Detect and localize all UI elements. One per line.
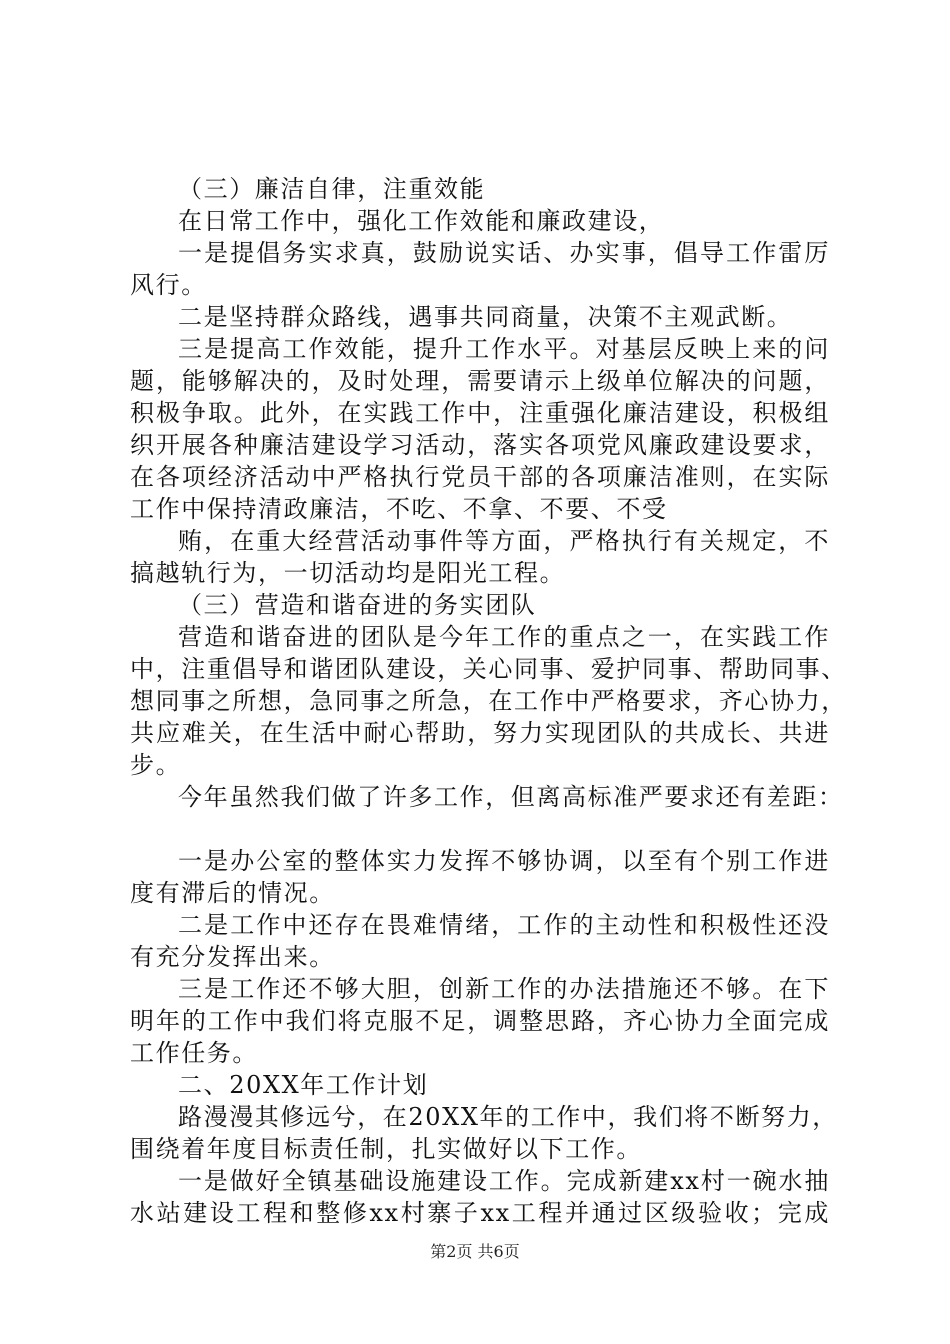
paragraph-line: 中，注重倡导和谐团队建设，关心同事、爱护同事、帮助同事、 xyxy=(130,655,847,683)
section-heading: 二、20XX年工作计划 xyxy=(178,1071,429,1099)
paragraph-line: 一是做好全镇基础设施建设工作。完成新建xx村一碗水抽 xyxy=(178,1167,830,1195)
paragraph-line: 二是工作中还存在畏难情绪，工作的主动性和积极性还没 xyxy=(178,911,830,939)
paragraph-line: 风行。 xyxy=(130,271,207,299)
paragraph-line: 贿，在重大经营活动事件等方面，严格执行有关规定，不 xyxy=(178,527,830,555)
paragraph-line: 工作任务。 xyxy=(130,1039,258,1067)
paragraph-line: 一是办公室的整体实力发挥不够协调，以至有个别工作进 xyxy=(178,847,830,875)
paragraph-line: 营造和谐奋进的团队是今年工作的重点之一，在实践工作 xyxy=(178,623,830,651)
paragraph-line: 路漫漫其修远兮，在20XX年的工作中，我们将不断努力， xyxy=(178,1103,838,1131)
paragraph-line: 工作中保持清政廉洁，不吃、不拿、不要、不受 xyxy=(130,495,668,523)
paragraph-line: 度有滞后的情况。 xyxy=(130,879,335,907)
page-number: 第2页 共6页 xyxy=(430,1242,520,1261)
paragraph-line: 三是提高工作效能，提升工作水平。对基层反映上来的问 xyxy=(178,335,830,363)
section-heading: （三）营造和谐奋进的务实团队 xyxy=(178,591,537,619)
paragraph-line: 积极争取。此外，在实践工作中，注重强化廉洁建设，积极组 xyxy=(130,399,830,427)
paragraph-line: 搞越轨行为，一切活动均是阳光工程。 xyxy=(130,559,566,587)
paragraph-line: 一是提倡务实求真，鼓励说实话、办实事，倡导工作雷厉 xyxy=(178,239,830,267)
paragraph-line: 三是工作还不够大胆，创新工作的办法措施还不够。在下 xyxy=(178,975,830,1003)
paragraph-line: 在日常工作中，强化工作效能和廉政建设， xyxy=(178,207,665,235)
paragraph-line: 二是坚持群众路线，遇事共同商量，决策不主观武断。 xyxy=(178,303,793,331)
paragraph-line: 水站建设工程和整修xx村寨子xx工程并通过区级验收；完成 xyxy=(130,1199,830,1227)
paragraph-line: 在各项经济活动中严格执行党员干部的各项廉洁准则，在实际 xyxy=(130,463,830,491)
paragraph-line: 想同事之所想，急同事之所急，在工作中严格要求，齐心协力， xyxy=(130,687,847,715)
section-heading: （三）廉洁自律，注重效能 xyxy=(178,175,486,203)
paragraph-line: 织开展各种廉洁建设学习活动，落实各项党风廉政建设要求， xyxy=(130,431,830,459)
paragraph-line: 题，能够解决的，及时处理，需要请示上级单位解决的问题， xyxy=(130,367,830,395)
paragraph-line: 围绕着年度目标责任制，扎实做好以下工作。 xyxy=(130,1135,642,1163)
paragraph-line: 今年虽然我们做了许多工作，但离高标准严要求还有差距： xyxy=(178,783,844,811)
paragraph-line: 共应难关，在生活中耐心帮助，努力实现团队的共成长、共进 xyxy=(130,719,830,747)
paragraph-line: 明年的工作中我们将克服不足，调整思路，齐心协力全面完成 xyxy=(130,1007,830,1035)
paragraph-line: 有充分发挥出来。 xyxy=(130,943,335,971)
paragraph-line: 步。 xyxy=(130,751,182,779)
